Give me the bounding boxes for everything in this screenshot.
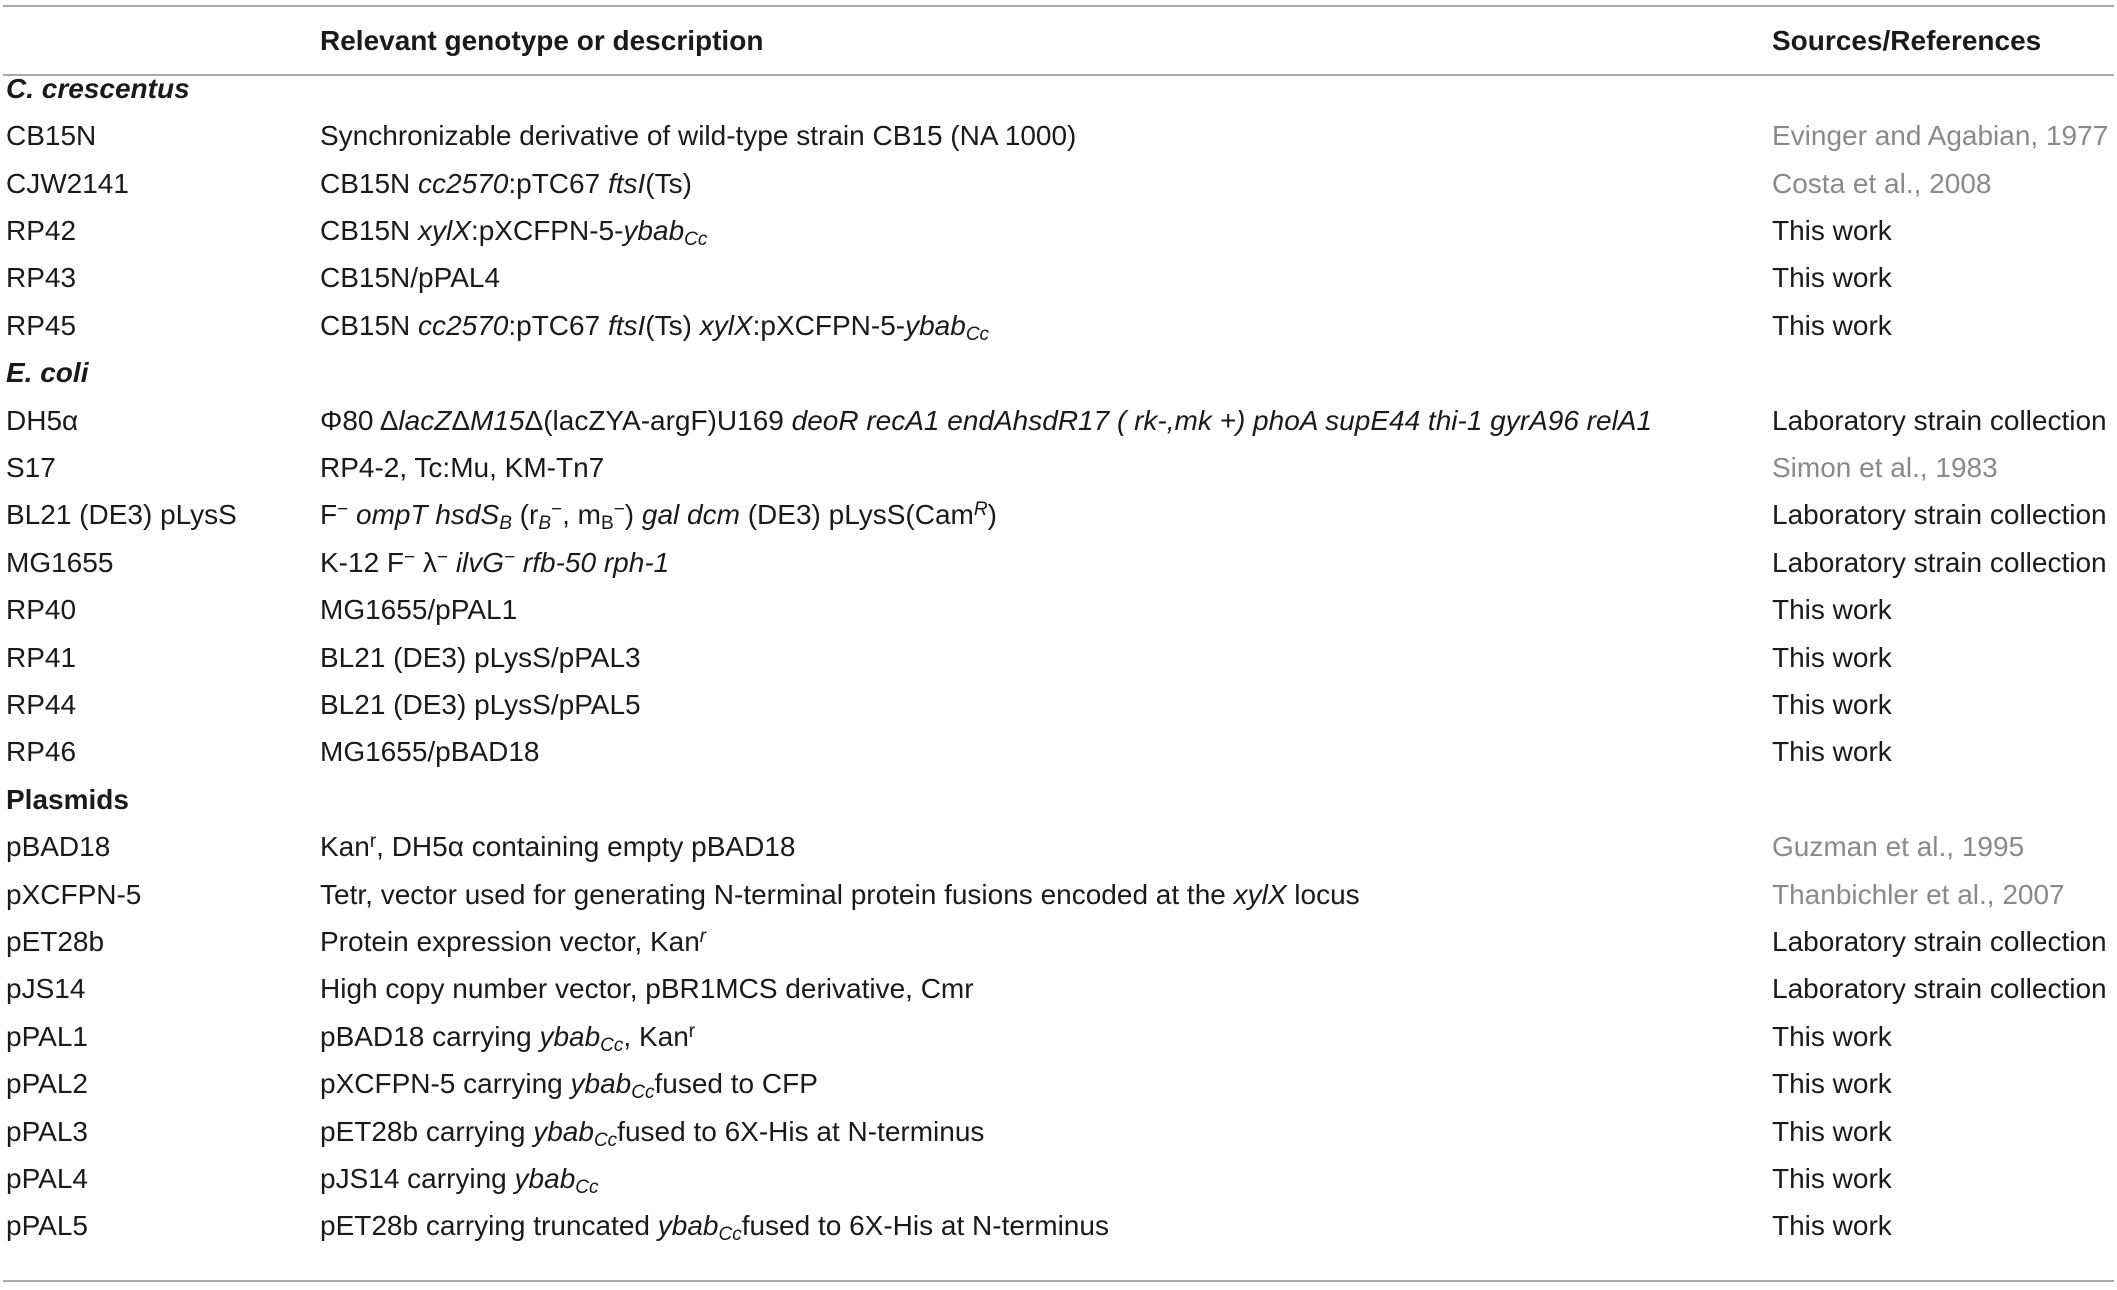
genotype-description: pBAD18 carrying ybab$_{Cc}$, Kan$^r$ bbox=[320, 1020, 696, 1056]
genotype-description: Φ80 ΔlacZΔM15Δ(lacZYA-argF)U169 deoR recA1 endAhsdR17 ( rk-,mk +) phoA supE44 thi-1 gyrA96 relA1 bbox=[320, 404, 1653, 436]
genotype-description: pET28b carrying ybab$_{Cc}$fused to 6X-His at N-terminus bbox=[320, 1115, 985, 1151]
table-row bbox=[0, 444, 2117, 491]
reference-link[interactable]: Thanbichler et al., 2007 bbox=[1772, 878, 2065, 910]
section-label: Plasmids bbox=[6, 783, 129, 815]
genotype-description: pJS14 carrying ybab$_{Cc}$ bbox=[320, 1163, 599, 1198]
strain-name: RP43 bbox=[6, 262, 77, 294]
strain-name: pPAL4 bbox=[6, 1163, 88, 1194]
source-text: Laboratory strain collection bbox=[1772, 404, 2107, 436]
table-row bbox=[0, 823, 2117, 870]
reference-link[interactable]: Simon et al., 1983 bbox=[1772, 452, 1998, 483]
table-row bbox=[0, 728, 2117, 775]
section-row bbox=[0, 65, 2117, 112]
genotype-description: Tetr, vector used for generating N-terminal protein fusions encoded at the xylX locus bbox=[320, 878, 1360, 910]
strain-name: BL21 (DE3) pLysS bbox=[6, 499, 237, 531]
strain-name: pPAL5 bbox=[6, 1210, 88, 1242]
genotype-description: Kan$^r$, DH5α containing empty pBAD18 bbox=[320, 831, 796, 863]
source-text: This work bbox=[1772, 736, 1892, 768]
table-row bbox=[0, 1202, 2117, 1249]
table-row bbox=[0, 112, 2117, 159]
genotype-description: High copy number vector, pBR1MCS derivative, Cmr bbox=[320, 973, 974, 1005]
source-text: This work bbox=[1772, 262, 1892, 294]
reference-link[interactable]: Evinger and Agabian, 1977 bbox=[1772, 120, 2109, 152]
table-row bbox=[0, 1013, 2117, 1060]
strain-name: pET28b bbox=[6, 926, 105, 957]
strain-name: CB15N bbox=[6, 120, 97, 152]
source-text: This work bbox=[1772, 1115, 1892, 1147]
strain-name: RP44 bbox=[6, 689, 77, 720]
strain-name: RP40 bbox=[6, 594, 77, 626]
table-row bbox=[0, 207, 2117, 254]
table-row bbox=[0, 586, 2117, 633]
table-row bbox=[0, 871, 2117, 918]
table-header bbox=[0, 6, 2117, 56]
section-label: E. coli bbox=[6, 357, 89, 389]
strain-name: MG1655 bbox=[6, 546, 114, 578]
header-col-description: Relevant genotype or description bbox=[320, 25, 764, 56]
table-row bbox=[0, 160, 2117, 207]
section-label: C. crescentus bbox=[6, 72, 190, 104]
genotype-description: RP4-2, Tc:Mu, KM-Tn7 bbox=[320, 452, 605, 483]
reference-link[interactable]: Costa et al., 2008 bbox=[1772, 167, 1992, 199]
bottom-rule bbox=[3, 1280, 2114, 1282]
strain-name: RP46 bbox=[6, 736, 77, 768]
genotype-description: CB15N/pPAL4 bbox=[320, 262, 501, 294]
strain-name: RP45 bbox=[6, 309, 77, 341]
table-row bbox=[0, 681, 2117, 728]
source-text: Laboratory strain collection bbox=[1772, 546, 2107, 578]
table-row bbox=[0, 302, 2117, 349]
source-text: This work bbox=[1772, 1020, 1892, 1052]
section-row bbox=[0, 349, 2117, 396]
strain-name: DH5α bbox=[6, 404, 79, 436]
reference-link[interactable]: Guzman et al., 1995 bbox=[1772, 831, 2025, 863]
genotype-description: BL21 (DE3) pLysS/pPAL3 bbox=[320, 641, 641, 673]
header-col-sources: Sources/References bbox=[1772, 25, 2042, 56]
source-text: This work bbox=[1772, 1163, 1892, 1194]
genotype-description: pET28b carrying truncated ybab$_{Cc}$fused to 6X-His at N-terminus bbox=[320, 1210, 1109, 1246]
strain-name: pXCFPN-5 bbox=[6, 878, 142, 910]
strain-name: pJS14 bbox=[6, 973, 86, 1005]
section-row bbox=[0, 776, 2117, 823]
strain-name: S17 bbox=[6, 452, 56, 483]
source-text: Laboratory strain collection bbox=[1772, 499, 2107, 531]
genotype-description: CB15N xylX:pXCFPN-5-ybab$_{Cc}$ bbox=[320, 215, 708, 250]
genotype-description: CB15N cc2570:pTC67 ftsI(Ts) xylX:pXCFPN-5-ybab$_{Cc}$ bbox=[320, 309, 990, 345]
source-text: This work bbox=[1772, 309, 1892, 341]
genotype-description: pXCFPN-5 carrying ybab$_{Cc}$fused to CFP bbox=[320, 1068, 818, 1104]
genotype-description: MG1655/pPAL1 bbox=[320, 594, 518, 626]
genotype-description: F− ompT hsdS$_B$ ($r_B^-$, $m_B^-$) gal dcm (DE3) pLysS(Cam$^R$) bbox=[320, 499, 997, 535]
genotype-description: Synchronizable derivative of wild-type strain CB15 (NA 1000) bbox=[320, 120, 1077, 152]
genotype-description: Protein expression vector, Kan$^r$ bbox=[320, 926, 707, 957]
strain-name: RP42 bbox=[6, 215, 77, 246]
table-row bbox=[0, 634, 2117, 681]
strain-name: pPAL1 bbox=[6, 1020, 88, 1052]
table-row bbox=[0, 965, 2117, 1012]
genotype-description: K-12 F− λ− ilvG− rfb-50 rph-1 bbox=[320, 546, 670, 578]
source-text: Laboratory strain collection bbox=[1772, 973, 2107, 1005]
strain-name: CJW2141 bbox=[6, 167, 129, 199]
table-row bbox=[0, 1155, 2117, 1202]
table-row bbox=[0, 1060, 2117, 1107]
genotype-description: MG1655/pBAD18 bbox=[320, 736, 540, 768]
table-row bbox=[0, 1108, 2117, 1155]
table-row bbox=[0, 254, 2117, 301]
genotype-description: BL21 (DE3) pLysS/pPAL5 bbox=[320, 689, 641, 720]
strain-name: RP41 bbox=[6, 641, 77, 673]
source-text: This work bbox=[1772, 1068, 1892, 1100]
source-text: This work bbox=[1772, 594, 1892, 626]
source-text: This work bbox=[1772, 1210, 1892, 1242]
source-text: This work bbox=[1772, 641, 1892, 673]
strain-name: pPAL3 bbox=[6, 1115, 88, 1147]
table-row bbox=[0, 397, 2117, 444]
table-row bbox=[0, 491, 2117, 538]
source-text: Laboratory strain collection bbox=[1772, 926, 2107, 957]
strain-name: pPAL2 bbox=[6, 1068, 88, 1100]
table-row bbox=[0, 539, 2117, 586]
strain-name: pBAD18 bbox=[6, 831, 111, 863]
genotype-description: CB15N cc2570:pTC67 ftsI(Ts) bbox=[320, 167, 692, 199]
source-text: This work bbox=[1772, 215, 1892, 246]
source-text: This work bbox=[1772, 689, 1892, 720]
table-row bbox=[0, 918, 2117, 965]
